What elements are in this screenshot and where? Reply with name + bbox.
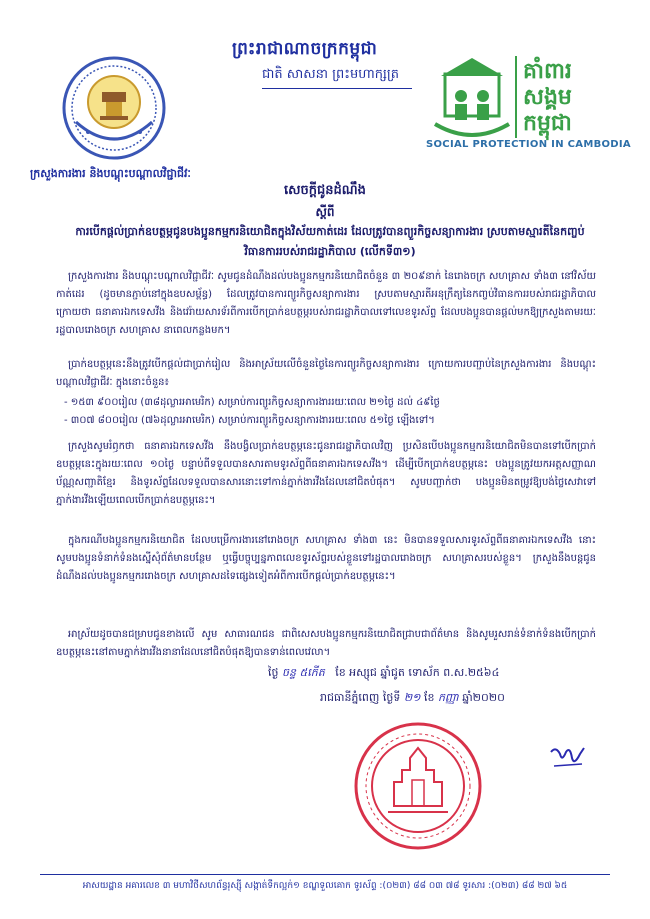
solar-date-prefix: រាជធានីភ្នំពេញ ថ្ងៃទី: [320, 691, 401, 704]
paragraph-contact: ក្នុងករណីបងប្អូនកម្មករនិយោជិត ដែលបម្រើការងារនៅរោងចក្រ សហគ្រាស ទាំង៣ នេះ មិនបានទទួលសារទូរស័ព្ទពីធនាគារឯកទេសវីង នោះសូមបងប្អូនទំនាក់ទំនងស្នើសុំព័ត៌មានបន្ថែម ឬធ្វើបច្ចុប្បន្នភាពលេខទូរស័ព្ទរបស់ខ្លួនទៅរដ្ឋបាលរោងចក្រ សហគ្រាសរបស់ខ្លួន។ ក្រសួងនឹងបន្តជូនដំណឹងដល់បងប្អូនកម្មកររោងចក្រ សហគ្រាសដទៃផ្សេងទៀតអំពីការបើកផ្តល់ប្រាក់ឧបត្ថម្ភនេះ។: [56, 535, 596, 582]
notice-subject-label: ស្តីពី: [315, 205, 335, 219]
national-motto: ជាតិ សាសនា ព្រះមហាក្សត្រ: [262, 67, 399, 82]
lunar-date-label: ថ្ងៃ: [268, 666, 279, 679]
paragraph-intro: ក្រសួងការងារ និងបណ្តុះបណ្តាលវិជ្ជាជីវៈ សូមជូនដំណឹងដល់បងប្អូនកម្មករនិយោជិតចំនួន ៣ ២០៩នាក់ នៃរោងចក្រ សហគ្រាស ទាំង៣ នៅវិស័យកាត់ដេរ (ដូចមានភ្ជាប់នៅក្នុងឧបសម្ព័ន្ធ) ដែលត្រូវបានការព្យួរកិច្ចសន្យាការងារ ស្របតាមស្មារតីអនុក្រឹត្យនៃកញ្ចប់វិធានការរបស់រាជរដ្ឋាភិបាល ក្រោយថា ធនាគារឯកទេសវីង និងវេរ៉ាយសារទ័រពីការបើកប្រាក់ឧបត្ថម្ភរបស់រាជរដ្ឋាភិបាលទៅលេខទូរស័ព្ទ ដែលបងប្អូនបានផ្តល់មកឱ្យក្រសួងតាមរយៈរដ្ឋបាលរោងចក្រ សហគ្រាស នាពេលកន្លងមក។: [56, 271, 596, 336]
solar-date-day: ២១: [403, 691, 421, 704]
solar-year: ឆ្នាំ២០២០: [462, 691, 505, 704]
footer-divider: [40, 874, 610, 875]
lunar-year: ឆ្នាំជូត ទោស័ក ព.ស.២៥៦៤: [380, 666, 500, 679]
footer-address: អាសយដ្ឋាន អគារលេខ ៣ មហាវិថីសហព័ន្ធរុស្ស៊ី សង្កាត់ទឹកល្អក់១ ខណ្ឌទួលគោក ទូរស័ព្ទ :(០២៣) ៨៨ ០៣ ៧៨ ទូរសារ :(០២៣) ៨៨ ២៧ ៦៥: [82, 881, 568, 891]
solar-date: [320, 691, 505, 707]
lunar-month: ខែ អស្សុជ: [335, 666, 377, 679]
ministry-name: ក្រសួងការងារ និងបណ្តុះបណ្តាលវិជ្ជាជីវៈ: [30, 167, 191, 180]
sp-logo-text-top: គាំពារ: [523, 59, 572, 84]
kingdom-heading: ព្រះរាជាណាចក្រកម្ពុជា: [232, 39, 378, 59]
notice-subject: ការបើកផ្តល់ប្រាក់ឧបត្ថម្ភជូនបងប្អូនកម្មករនិយោជិតក្នុងវិស័យកាត់ដេរ ដែលត្រូវបានព្យួរកិច្ចសន្យាការងារ ស្របតាមស្មារតីនៃកញ្ចប់វិធានការរបស់រាជរដ្ឋាភិបាល (លើកទី៣១): [75, 225, 585, 258]
lunar-date-handwritten: ចន្ទ ៥កើត: [281, 666, 325, 679]
signature-mark-icon: [548, 744, 588, 772]
paragraph-reminder: ក្រសួងសូមរំឭកថា ធនាគារឯកទេសវីង នឹងបង្វិលប្រាក់ឧបត្ថម្ភនេះជូនរាជរដ្ឋាភិបាលវិញ ប្រសិនបើបងប្អូនកម្មករនិយោជិតមិនបានទៅបើកប្រាក់ឧបត្ថម្ភនេះក្នុងរយៈពេល ១០ថ្ងៃ បន្ទាប់ពីទទួលបានសារតាមទូរស័ព្ទពីធនាគារឯកទេសវីង។ ដើម្បីបើកប្រាក់ឧបត្ថម្ភនេះ បងប្អូនត្រូវយកអត្តសញ្ញាណប័ណ្ណសញ្ជាតិខ្មែរ និងទូរស័ព្ទដែលទទួលបានសារនោះទៅកាន់ភ្នាក់ងារវីងដែលនៅជិតបំផុត។ សូមបញ្ជាក់ថា បងប្អូនមិនតម្រូវឱ្យបង់ថ្លៃសេវាទៅភ្នាក់ងារវីងឡើយពេលបើកប្រាក់ឧបត្ថម្ភនេះ។: [56, 441, 596, 506]
paragraph-amounts: ប្រាក់ឧបត្ថម្ភនេះនឹងត្រូវបើកផ្តល់ជាប្រាក់រៀល និងអាស្រ័យលើចំនួនថ្ងៃនៃការព្យួរកិច្ចសន្យាការងារ ក្រោយការបញ្ជាប់នៃក្រសួងការងារ និងបណ្តុះបណ្តាលវិជ្ជាជីវៈ ក្នុងនោះចំនួន៖: [56, 359, 596, 388]
lunar-date: [268, 666, 499, 682]
solar-month-label: ខែ: [423, 691, 435, 704]
ministry-emblem-icon: [58, 52, 170, 164]
solar-month: កញ្ញា: [437, 691, 459, 704]
official-seal-icon: [352, 720, 484, 852]
sp-logo-text-mid: សង្គម: [523, 85, 572, 110]
amount-item: - ៣០៧ ៨០០រៀល (៧៦ដុល្លារអាមេរិក) សម្រាប់ការព្យួរកិច្ចសន្យាការងាររយៈពេល ៥១ថ្ងៃ ឡើងទៅ។: [64, 415, 435, 426]
social-protection-caption: SOCIAL PROTECTION IN CAMBODIA: [426, 139, 631, 150]
sp-logo-text-bottom: កម្ពុជា: [523, 111, 572, 136]
notice-title: សេចក្តីជូនដំណឹង: [284, 183, 366, 198]
motto-divider: [262, 88, 412, 89]
paragraph-closing: អាស្រ័យដូចបានជម្រាបជូនខាងលើ សូម សាធារណជន ជាពិសេសបងប្អូនកម្មករនិយោជិតជ្រាបជាព័ត៌មាន និងសូមរួសរាន់ទំនាក់ទំនងបើកប្រាក់ឧបត្ថម្ភនេះនៅតាមភ្នាក់ងារវីងនានាដែលនៅជិតបំផុតឱ្យបានទាន់ពេលវេលា។: [56, 629, 596, 658]
amount-item: - ១៥៣ ៩០០រៀល (៣៨ដុល្លារអាមេរិក) សម្រាប់ការព្យួរកិច្ចសន្យាការងាររយៈពេល ២១ថ្ងៃ ដល់ ៤៩ថ្ងៃ: [64, 397, 440, 408]
